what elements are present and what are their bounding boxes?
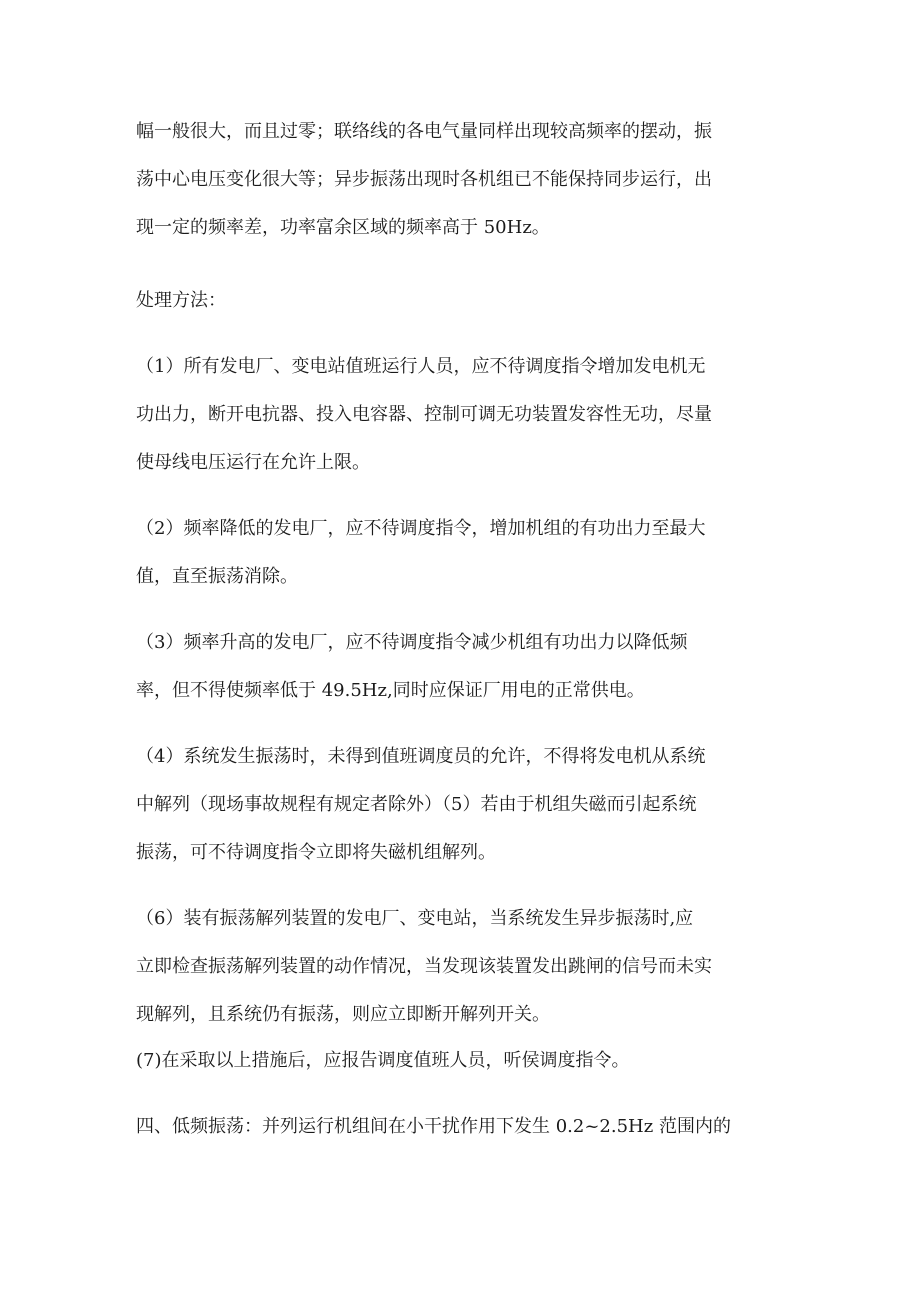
text-line: 功出力，断开电抗器、投入电容器、控制可调无功装置发容性无功，尽量 bbox=[136, 404, 712, 425]
text-line: 幅一般很大，而且过零；联络线的各电气量同样出现较高频率的摆动，振 bbox=[136, 121, 712, 142]
text-line: （4）系统发生振荡时，未得到值班调度员的允许，不得将发电机从系统 bbox=[136, 746, 706, 767]
text-line: 现一定的频率差，功率富余区域的频率高于 50Hz。 bbox=[136, 217, 550, 238]
text-line: （3）频率升高的发电厂，应不待调度指令减少机组有功出力以降低频 bbox=[136, 632, 688, 653]
text-line: 中解列（现场事故规程有规定者除外）（5）若由于机组失磁而引起系统 bbox=[136, 794, 697, 815]
text-line: （2）频率降低的发电厂，应不待调度指令，增加机组的有功出力至最大 bbox=[136, 518, 706, 539]
text-line: 荡中心电压变化很大等；异步振荡出现时各机组已不能保持同步运行，出 bbox=[136, 169, 712, 190]
text-line: 振荡，可不待调度指令立即将失磁机组解列。 bbox=[136, 842, 496, 863]
text-line: （6）装有振荡解列装置的发电厂、变电站，当系统发生异步振荡时,应 bbox=[136, 908, 694, 929]
text-line: 值，直至振荡消除。 bbox=[136, 566, 298, 587]
section-heading: 四、低频振荡：并列运行机组间在小干扰作用下发生 0.2~2.5Hz 范围内的 bbox=[136, 1116, 731, 1137]
text-line: (7)在采取以上措施后，应报告调度值班人员，听侯调度指令。 bbox=[136, 1050, 630, 1071]
section-heading: 处理方法： bbox=[136, 290, 226, 311]
text-line: 使母线电压运行在允许上限。 bbox=[136, 452, 370, 473]
text-line: 率，但不得使频率低于 49.5Hz,同时应保证厂用电的正常供电。 bbox=[136, 680, 645, 701]
text-line: 现解列，且系统仍有振荡，则应立即断开解列开关。 bbox=[136, 1004, 550, 1025]
text-line: 立即检查振荡解列装置的动作情况，当发现该装置发出跳闸的信号而未实 bbox=[136, 956, 712, 977]
text-line: （1）所有发电厂、变电站值班运行人员，应不待调度指令增加发电机无 bbox=[136, 356, 706, 377]
